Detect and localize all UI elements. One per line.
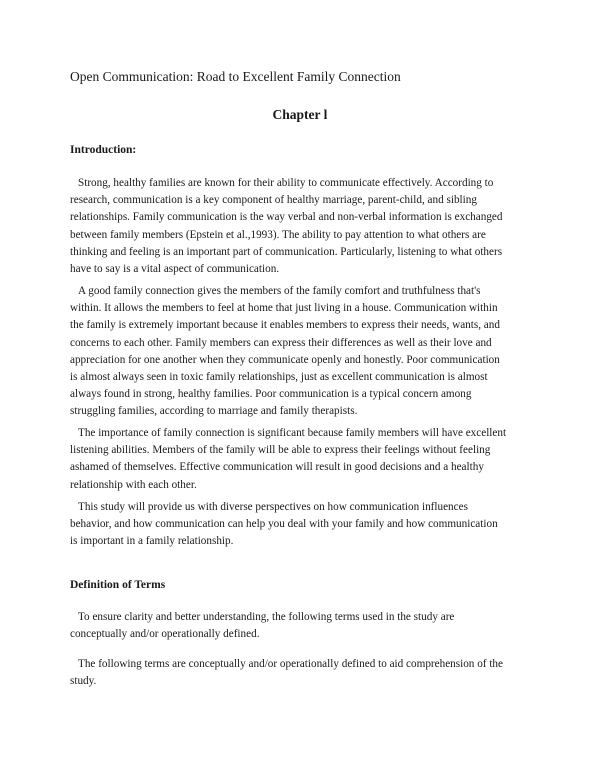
- paragraph-definitions-1: [70, 609, 530, 643]
- paragraph-intro-3: [70, 425, 530, 494]
- paragraph-definitions-2: [70, 656, 530, 690]
- text-line: listening abilities. Members of the family will be able to express their feelings without feeling: [70, 444, 491, 457]
- text-line: have to say is a vital aspect of communication.: [70, 263, 280, 276]
- text-line: always found in strong, healthy families. Poor communication is a typical concern among: [70, 388, 472, 401]
- text-line: is almost always seen in toxic family relationships, just as excellent communication is almost: [70, 371, 488, 384]
- text-line: the family is extremely important because it enables members to express their needs, wants, and: [70, 319, 500, 332]
- paragraph-intro-1: [70, 175, 530, 278]
- text-line: study.: [70, 675, 97, 688]
- section-heading-introduction: Introduction:: [70, 144, 137, 156]
- text-line: thinking and feeling is an important part of communication. Particularly, listening to what others: [70, 245, 503, 258]
- chapter-heading: Chapter l: [272, 107, 328, 122]
- text-line: struggling families, according to marriage and family therapists.: [70, 405, 358, 418]
- text-line: concerns to each other. Family members can express their differences as well as their love and: [70, 336, 492, 349]
- text-line: This study will provide us with diverse perspectives on how communication influences: [78, 501, 468, 513]
- section-heading-definition-of-terms: Definition of Terms: [70, 579, 166, 591]
- text-line: appreciation for one another when they communicate openly and honestly. Poor communication: [70, 353, 500, 366]
- text-line: relationship with each other.: [70, 478, 197, 491]
- paragraph-intro-2: [70, 283, 530, 421]
- text-line: conceptually and/or operationally defined.: [70, 628, 260, 641]
- document-title: Open Communication: Road to Excellent Family Connection: [70, 69, 401, 84]
- text-line: To ensure clarity and better understanding, the following terms used in the study are: [78, 611, 455, 623]
- paragraph-intro-4: [70, 499, 530, 551]
- text-line: Strong, healthy families are known for their ability to communicate effectively. According to: [78, 177, 494, 189]
- text-line: A good family connection gives the members of the family comfort and truthfulness that's: [78, 285, 481, 297]
- text-line: ashamed of themselves. Effective communication will result in good decisions and a healthy: [70, 461, 484, 474]
- text-line: research, communication is a key component of healthy marriage, parent-child, and sibling: [70, 194, 477, 207]
- text-line: is important in a family relationship.: [70, 535, 234, 548]
- text-line: The importance of family connection is significant because family members will have excellent: [78, 427, 507, 439]
- text-line: between family members (Epstein et al.,1993). The ability to pay attention to what others are: [70, 228, 486, 241]
- text-line: The following terms are conceptually and/or operationally defined to aid comprehension of the: [78, 658, 503, 670]
- text-line: relationships. Family communication is the way verbal and non-verbal information is exchanged: [70, 211, 503, 224]
- text-line: within. It allows the members to feel at home that just living in a house. Communication within: [70, 302, 498, 315]
- text-line: behavior, and how communication can help you deal with your family and how communication: [70, 518, 498, 531]
